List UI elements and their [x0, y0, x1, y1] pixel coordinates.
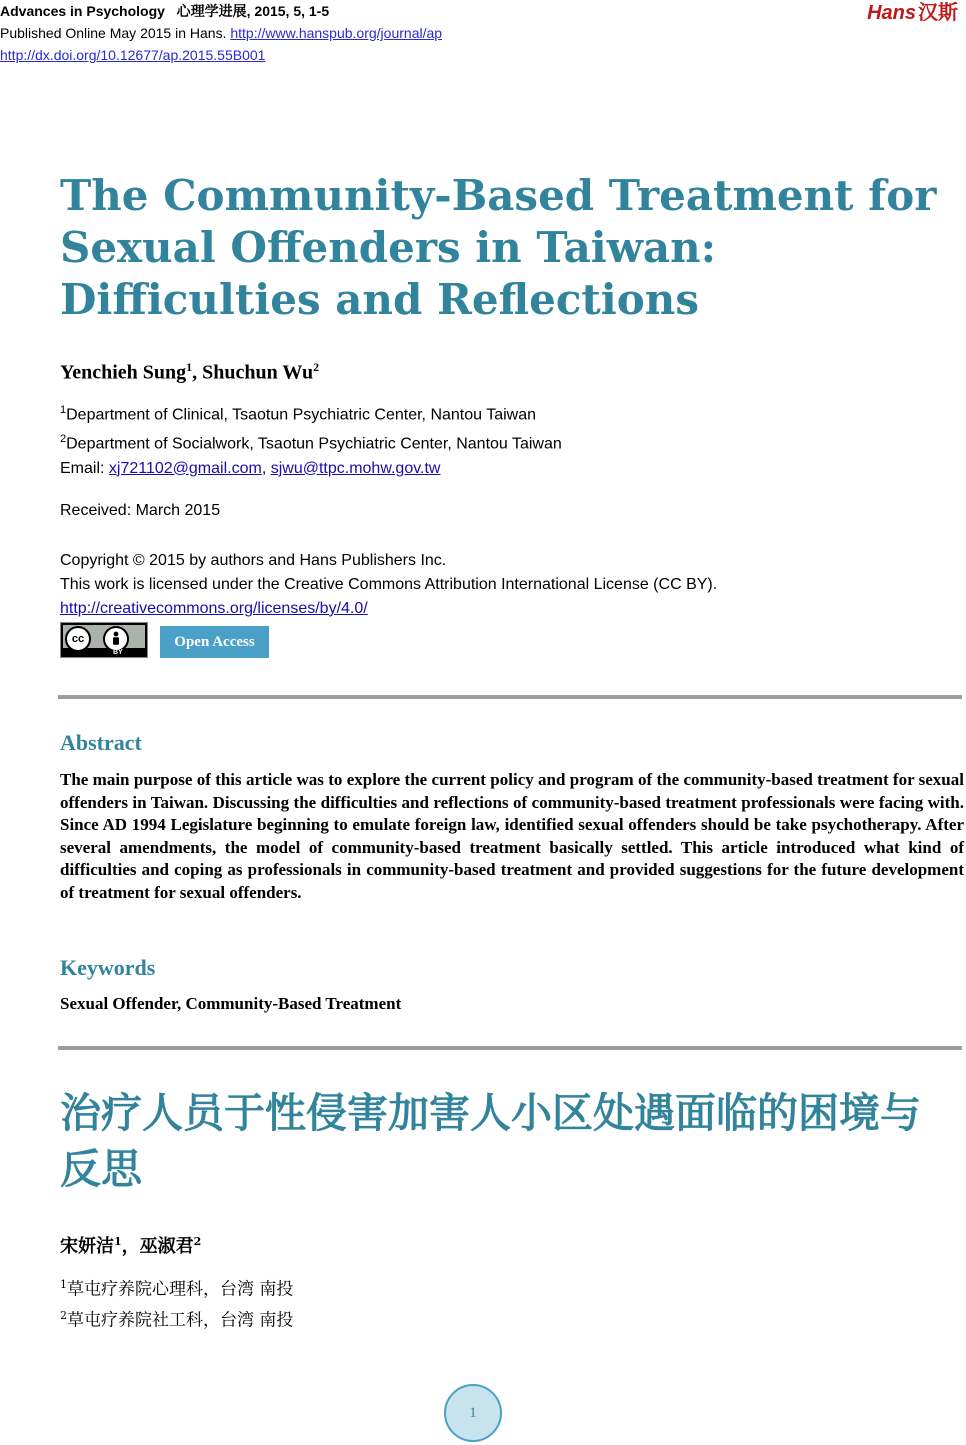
keywords-text: Sexual Offender, Community-Based Treatment [60, 994, 402, 1013]
email-line [60, 457, 562, 481]
journal-name-en: Advances in Psychology [0, 3, 165, 19]
authors-cn [60, 1232, 201, 1258]
person-icon [105, 628, 127, 650]
email-link-1[interactable]: xj721102@gmail.com [108, 459, 262, 477]
journal-header [0, 0, 442, 66]
author-2: Shuchun Wu [202, 361, 314, 384]
affiliations-cn [60, 1272, 293, 1333]
article-title-cn: 治疗人员于性侵害加害人小区处遇面临的困境与反思 [60, 1089, 921, 1193]
journal-citation: , 2015, 5, 1-5 [246, 3, 330, 19]
author-separator: , [192, 361, 203, 384]
hans-logo [867, 0, 958, 26]
divider-bottom [58, 1046, 962, 1050]
keywords-heading: Keywords [60, 955, 156, 980]
published-text: Published Online May 2015 in Hans. [0, 25, 231, 41]
author-1: Yenchieh Sung [60, 361, 187, 384]
abstract-text: The main purpose of this article was to explore the current policy and program of the community-based treatment for sexual offenders in Taiwan. Discussing the difficulties and reflections of community-based treatment professionals were facing with. Since AD 1994 Legislature beginning to emulate foreign law, identified sexual offenders should be take psychotherapy. After several amendments, the model of community-based treatment basically settled. This article introduced what kind of difficulties and coping as professionals in community-based treatment and provided suggestions for the future development of treatment for sexual offenders. [60, 770, 964, 902]
cc-icon: cc [65, 626, 91, 652]
author-cn-2-sup: 2 [193, 1235, 202, 1248]
open-access-badge: Open Access [160, 626, 269, 658]
affiliation-cn-2 [60, 1303, 293, 1334]
hans-logo-en: Hans [867, 2, 916, 24]
affiliation-cn-1 [60, 1272, 293, 1303]
affiliations-en [60, 398, 562, 481]
author-2-sup: 2 [313, 360, 320, 374]
author-cn-2: 巫淑君 [139, 1236, 194, 1257]
affiliation-2 [60, 427, 562, 456]
affiliation-1-sup: 1 [60, 404, 67, 416]
authors-en [60, 360, 319, 385]
affiliation-cn-1-sup: 1 [60, 1278, 67, 1291]
cc-by-badge[interactable] [60, 622, 148, 658]
affiliation-cn-2-text: 草屯疗养院社工科，台湾 南投 [67, 1310, 294, 1331]
author-cn-1-sup: 1 [114, 1235, 122, 1248]
journal-url-link[interactable]: http://www.hanspub.org/journal/ap [230, 25, 443, 41]
affiliation-cn-2-sup: 2 [60, 1308, 67, 1322]
copyright-line: Copyright © 2015 by authors and Hans Publishers Inc. [60, 552, 447, 569]
email-link-2[interactable]: sjwu@ttpc.mohw.gov.tw [270, 459, 441, 477]
divider-top [58, 695, 962, 699]
license-line: This work is licensed under the Creative Commons Attribution International License (CC BY). [60, 576, 718, 593]
author-1-sup: 1 [186, 360, 193, 374]
affiliation-1-text: Department of Clinical, Tsaotun Psychiatric Center, Nantou Taiwan [66, 406, 536, 424]
affiliation-1 [60, 398, 562, 427]
published-line [0, 22, 442, 44]
author-cn-1: 宋妍洁 [60, 1236, 114, 1257]
affiliation-2-sup: 2 [60, 433, 67, 446]
abstract-heading: Abstract [60, 730, 142, 755]
journal-citation-line [0, 0, 442, 22]
page-number: 1 [444, 1384, 502, 1442]
email-separator: , [261, 459, 271, 477]
author-cn-separator: ， [121, 1236, 140, 1257]
email-label: Email: [60, 459, 109, 477]
received-date: Received: March 2015 [60, 502, 221, 519]
hans-logo-cn: 汉斯 [918, 2, 958, 24]
affiliation-2-text: Department of Socialwork, Tsaotun Psychiatric Center, Nantou Taiwan [66, 435, 562, 453]
doi-link[interactable]: http://dx.doi.org/10.12677/ap.2015.55B001 [0, 47, 266, 63]
copyright-block [60, 549, 717, 621]
affiliation-cn-1-text: 草屯疗养院心理科，台湾 南投 [67, 1279, 294, 1300]
by-label: BY [113, 649, 123, 656]
article-title-en: The Community-Based Treatment for Sexual Offenders in Taiwan: Difficulties and Reflections [60, 171, 937, 324]
license-url-link[interactable]: http://creativecommons.org/licenses/by/4.0/ [60, 600, 368, 617]
journal-name-cn: 心理学进展 [176, 3, 247, 19]
doi-line [0, 44, 442, 66]
